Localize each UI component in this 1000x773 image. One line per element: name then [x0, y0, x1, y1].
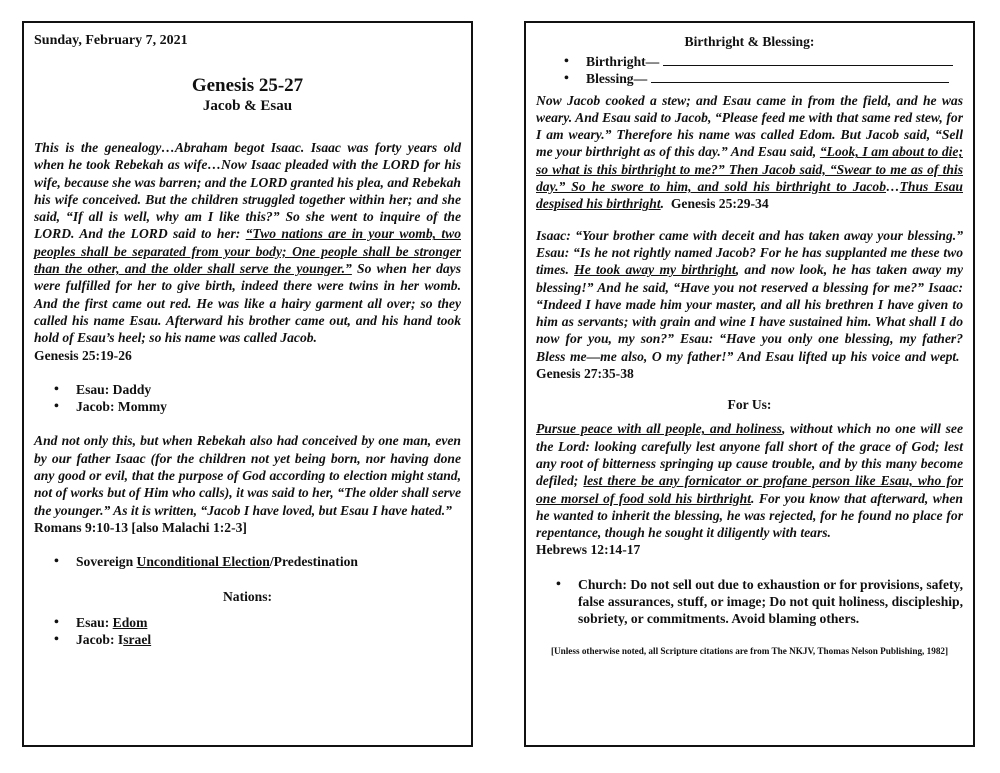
bullet-list: [536, 53, 963, 88]
bullet-list: [34, 381, 461, 416]
passage-underlined: “Look, I am about to die; so what is this birthright to me?” Then Jacob said, “Swear to me as of this day.” So he swore to him, and sold his birthright to Jacob: [536, 144, 963, 195]
passage-underlined: He took away my birthright: [574, 262, 736, 278]
genesis-25-passage: [34, 139, 461, 347]
passage-underlined: “Two nations are in your womb, two peoples shall be separated from your body; One people shall be stronger than the other, and the older shall serve the younger.”: [34, 226, 461, 277]
passage-text: So when her days were fulfilled for her to give birth, indeed there were twins in her womb. And the first came out red. He was like a hairy garment all over; so they called his name Esau. Afterward his brother came out, and his hand took hold of Esau’s heel; so his name was called Jacob.: [34, 261, 461, 346]
list-item: [586, 53, 963, 70]
romans-passage: And not only this, but when Rebekah also had conceived by one man, even by our father Isaac (for the children not yet being born, nor having done any good or evil, that the purpose of God according to election might stand, not of works but of Him who calls), it was said to her, “The older shall serve the younger.” As it is written, “Jacob I have loved, but Esau I have hated.”: [34, 433, 461, 518]
fill-in-blank: [663, 53, 953, 66]
bullet-list: [34, 614, 461, 649]
bullet-list: [34, 553, 461, 570]
list-item: • Esau: Daddy: [76, 381, 461, 398]
passage-underlined: lest there be any fornicator or profane person like Esau, who for one morsel of food sold his birthright: [536, 473, 963, 506]
genesis-25-stew-passage: [536, 92, 963, 213]
fill-in-blank: [651, 70, 949, 83]
passage-text: .: [660, 196, 665, 212]
passage-text: Now Jacob cooked a stew; and Esau came in from the field, and he was weary. And Esau said to Jacob, “Please feed me with that same red stew, for I am weary.” Therefore his name was called Edom. But Jacob said, “Sell me your birthright as of this day.” And Esau said,: [536, 92, 963, 160]
for-us-heading: For Us:: [727, 397, 772, 413]
item-text: Blessing—: [586, 71, 648, 87]
list-item: [76, 614, 461, 631]
item-text: Birthright—: [586, 54, 660, 69]
passage-text: This is the genealogy…Abraham begot Isaac. Isaac was forty years old when he took Rebekah as wife…Now Isaac pleaded with the LORD for his wife, because she was barren; and the LORD granted his plea, and Rebekah his wife conceived. But the children struggled together within her; and she said, “If all is well, why am I like this?” So she went to inquire of the LORD. And the LORD said to her:: [34, 140, 461, 242]
passage-text: Isaac: “Your brother came with deceit and has taken away your blessing.” Esau: “Is he not rightly named Jacob? For he has supplanted me these two times.: [536, 227, 963, 278]
date: Sunday, February 7, 2021: [34, 33, 188, 48]
nations-heading: Nations:: [222, 588, 273, 604]
list-item: [76, 631, 461, 648]
passage-underlined: Thus Esau despised his birthright: [536, 179, 963, 212]
scripture-reference: Genesis 25:19-26: [34, 347, 132, 363]
item-text: Sovereign: [76, 554, 137, 570]
passage-text: , without which no one will see the Lord: looking carefully lest anyone fall short of the grace of God; lest any root of bitterness springing up cause trouble, and by this many become defiled;: [536, 421, 964, 489]
list-item: [586, 70, 963, 87]
list-item: • Jacob: Mommy: [76, 398, 461, 415]
right-panel: [524, 21, 975, 747]
genesis-27-passage: [536, 227, 963, 383]
item-underlined: srael: [123, 631, 152, 647]
section-heading: Birthright & Blessing:: [684, 34, 815, 49]
scripture-reference: Hebrews 12:14-17: [536, 542, 641, 558]
item-text: /Predestination: [269, 554, 358, 570]
passage-text: …: [886, 179, 900, 195]
list-item: • Church: Do not sell out due to exhaustion or for provisions, safety, false assurances, stuff, or image; Do not quit holiness, discipleship, sobriety, or commitments. Avoid blaming others.: [578, 576, 963, 628]
passage-text: . For you know that afterward, when he wanted to inherit the blessing, he was rejected, for he found no place for repentance, though he sought it diligently with tears.: [536, 490, 963, 541]
scripture-reference: Romans 9:10-13 [also Malachi 1:2-3]: [34, 519, 247, 535]
hebrews-passage: [536, 420, 963, 541]
left-panel: [22, 21, 473, 747]
list-item: [76, 553, 461, 570]
item-text: Esau:: [76, 614, 113, 630]
item-underlined: Edom: [112, 614, 148, 630]
item-text: Jacob: I: [76, 631, 124, 647]
page-subtitle: Jacob & Esau: [202, 98, 293, 114]
scripture-reference: Genesis 25:29-34: [670, 196, 769, 212]
page-title: Genesis 25-27: [191, 75, 304, 96]
footnote: [Unless otherwise noted, all Scripture citations are from The NKJV, Thomas Nelson Publishing, 1982]: [550, 645, 949, 656]
passage-underlined: Pursue peace with all people, and holiness: [536, 421, 782, 437]
passage-text: , and now look, he has taken away my blessing!” And he said, “Have you not reserved a blessing for me?” Isaac: “Indeed I have made him your master, and all his brethren I have given to him as servants; with grain and wine I have sustained him. What shall I do now for you, my son?” Esau: “Have you only one blessing, my father? Bless me—me also, O my father!” And Esau lifted up his voice and wept.: [536, 262, 963, 364]
scripture-reference: Genesis 27:35-38: [536, 366, 634, 382]
item-underlined: Unconditional Election: [136, 554, 270, 570]
bullet-list: [536, 576, 963, 628]
